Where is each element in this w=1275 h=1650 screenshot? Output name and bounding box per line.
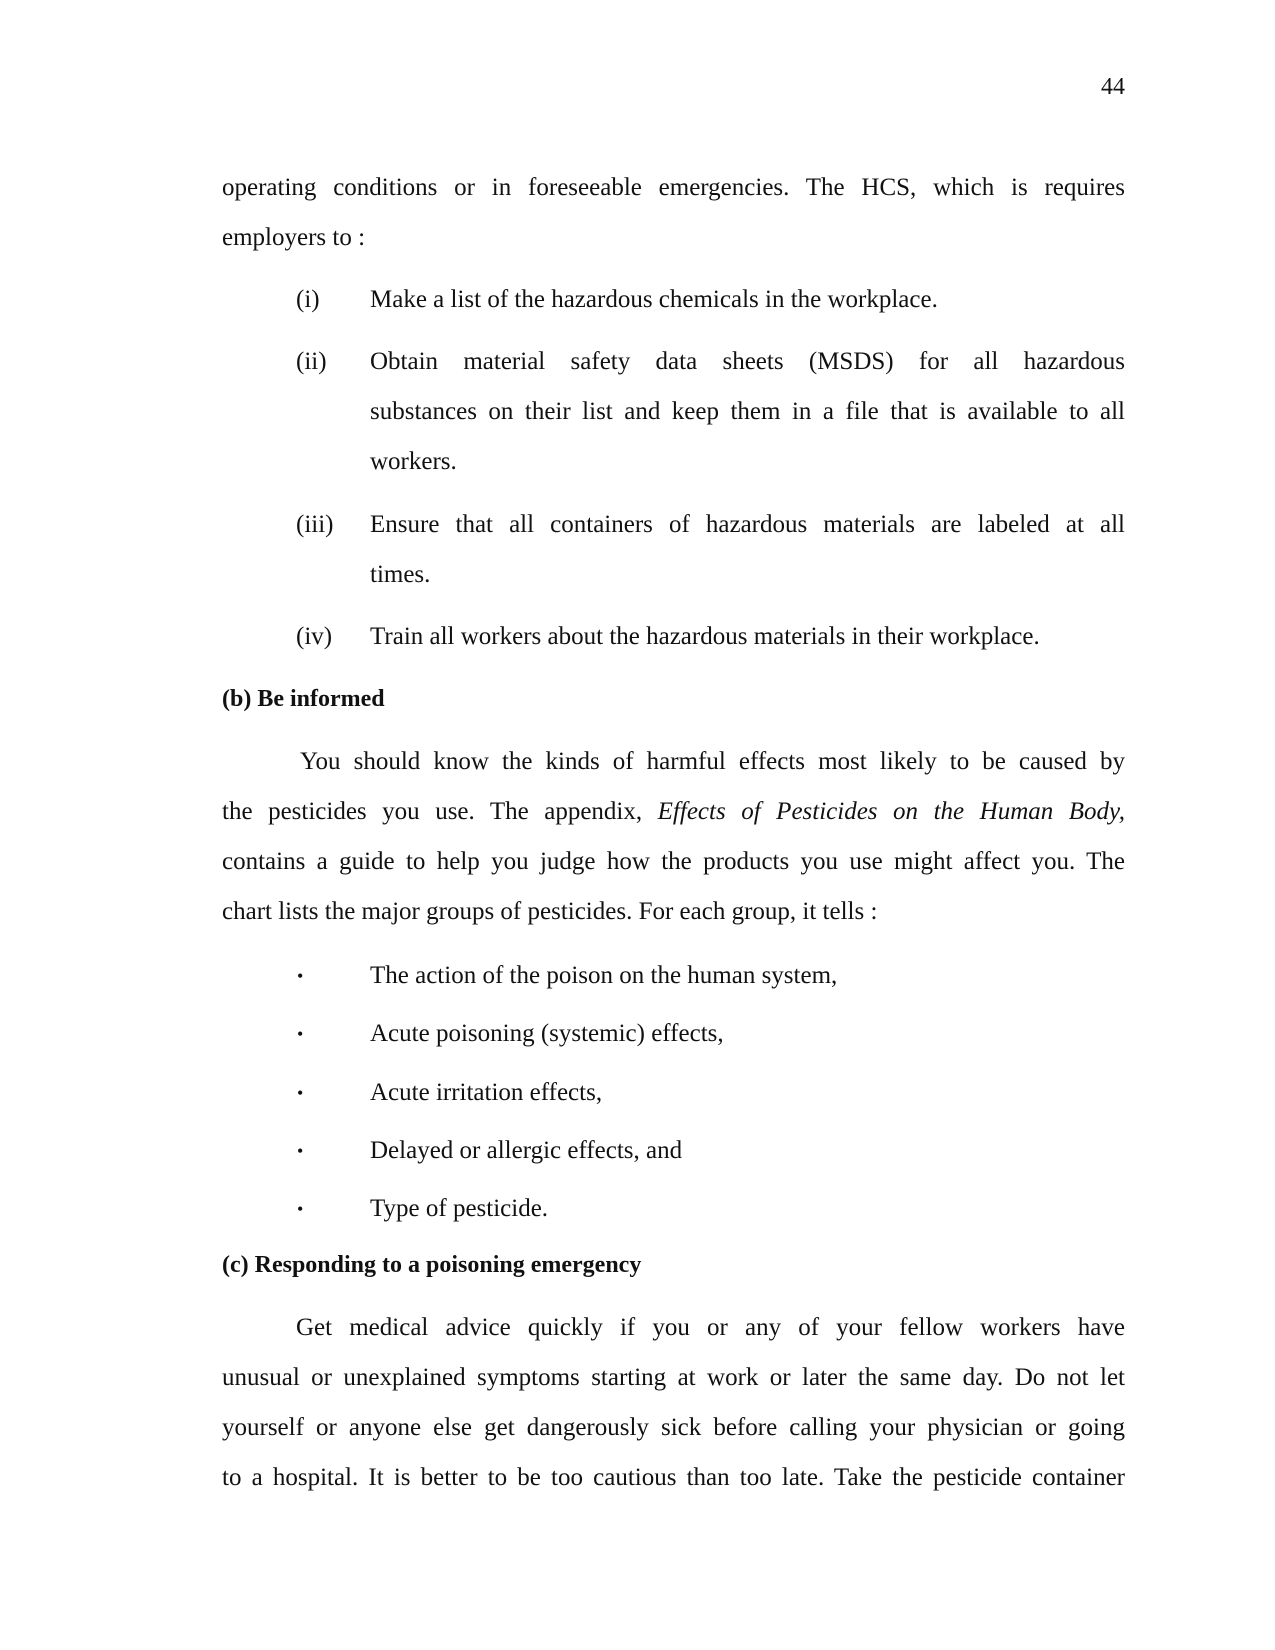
intro-line-2: employers to : xyxy=(222,224,366,251)
list-marker-i: (i) xyxy=(296,286,320,313)
list-item-ii-line-1: Obtain material safety data sheets (MSDS) for all hazardous xyxy=(370,348,1125,375)
list-item-i-line-1: Make a list of the hazardous chemicals in the workplace. xyxy=(370,286,938,313)
bullet-icon: • xyxy=(297,1199,304,1219)
section-c-line-3: yourself or anyone else get dangerously sick before calling your physician or going xyxy=(222,1414,1125,1441)
section-b-heading: (b) Be informed xyxy=(222,686,385,712)
list-item-ii-line-3: workers. xyxy=(370,448,457,475)
list-item-iii-line-1: Ensure that all containers of hazardous materials are labeled at all xyxy=(370,511,1125,538)
section-b-line-2-text: the pesticides you use. The appendix, xyxy=(222,798,643,825)
list-item-iii-line-2: times. xyxy=(370,561,431,588)
intro-line-1 xyxy=(222,174,1125,202)
bullet-icon: • xyxy=(297,1024,304,1044)
section-c-heading: (c) Responding to a poisoning emergency xyxy=(222,1252,642,1278)
intro-text: operating conditions or in foreseeable emergencies. The HCS, which is requires xyxy=(222,174,1125,201)
bullet-icon: • xyxy=(297,966,304,986)
bullet-item-3: Acute irritation effects, xyxy=(370,1079,603,1106)
bullet-icon: • xyxy=(297,1083,304,1103)
section-c-line-4: to a hospital. It is better to be too cautious than too late. Take the pesticide container xyxy=(222,1464,1125,1491)
section-b-line-3: contains a guide to help you judge how the products you use might affect you. The xyxy=(222,848,1125,875)
list-marker-iv: (iv) xyxy=(296,623,333,650)
list-marker-iii: (iii) xyxy=(296,511,334,538)
page-number: 44 xyxy=(1101,74,1125,100)
bullet-item-4: Delayed or allergic effects, and xyxy=(370,1137,683,1164)
section-b-line-1: You should know the kinds of harmful effects most likely to be caused by xyxy=(300,748,1125,775)
list-item-ii-line-2: substances on their list and keep them in a file that is available to all xyxy=(370,398,1125,425)
bullet-item-1: The action of the poison on the human system, xyxy=(370,962,838,989)
bullet-item-2: Acute poisoning (systemic) effects, xyxy=(370,1020,724,1047)
section-b-line-4: chart lists the major groups of pesticides. For each group, it tells : xyxy=(222,898,878,925)
list-item-iv-line-1: Train all workers about the hazardous materials in their workplace. xyxy=(370,623,1040,650)
bullet-icon: • xyxy=(297,1141,304,1161)
bullet-item-5: Type of pesticide. xyxy=(370,1195,549,1222)
appendix-title: Effects of Pesticides on the Human Body, xyxy=(657,798,1126,825)
section-c-line-1: Get medical advice quickly if you or any of your fellow workers have xyxy=(296,1314,1125,1341)
section-b-line-2 xyxy=(222,798,1125,826)
list-marker-ii: (ii) xyxy=(296,348,327,375)
section-c-line-2: unusual or unexplained symptoms starting at work or later the same day. Do not let xyxy=(222,1364,1125,1391)
